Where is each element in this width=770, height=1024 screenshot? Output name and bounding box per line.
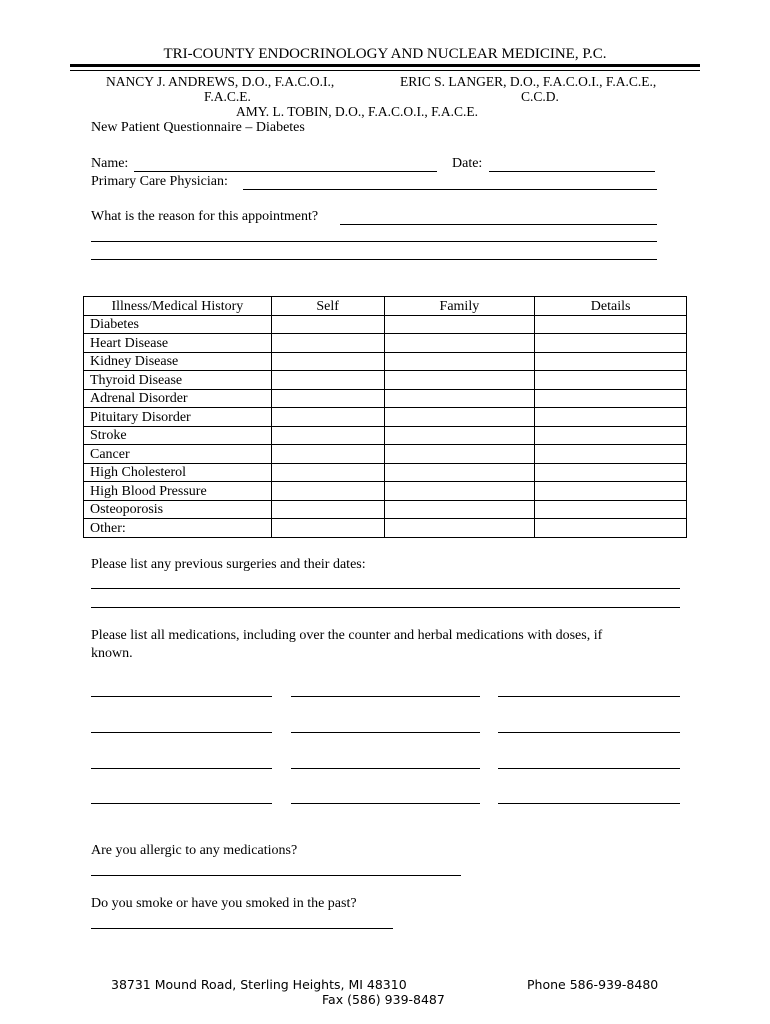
family-cell[interactable]	[384, 371, 535, 390]
header-rule-thin	[70, 70, 700, 71]
table-header-row	[84, 297, 687, 316]
details-cell[interactable]	[535, 315, 687, 334]
name-field[interactable]	[134, 171, 437, 172]
reason-field-line3[interactable]	[91, 259, 657, 260]
details-cell[interactable]	[535, 500, 687, 519]
medication-field[interactable]	[498, 696, 680, 697]
details-cell[interactable]	[535, 482, 687, 501]
details-cell[interactable]	[535, 334, 687, 353]
condition-label: Stroke	[84, 426, 272, 445]
date-field[interactable]	[489, 171, 655, 172]
self-cell[interactable]	[271, 482, 384, 501]
condition-label: Thyroid Disease	[84, 371, 272, 390]
medication-field[interactable]	[498, 803, 680, 804]
self-cell[interactable]	[271, 408, 384, 427]
footer-fax: Fax (586) 939-8487	[322, 992, 445, 1007]
medication-field[interactable]	[91, 696, 272, 697]
condition-label: Diabetes	[84, 315, 272, 334]
self-cell[interactable]	[271, 389, 384, 408]
details-cell[interactable]	[535, 352, 687, 371]
smoking-field[interactable]	[91, 928, 393, 929]
pcp-field[interactable]	[243, 189, 657, 190]
condition-label: Osteoporosis	[84, 500, 272, 519]
doctor-andrews-line2: F.A.C.E.	[204, 89, 251, 104]
column-header-illness: Illness/Medical History	[84, 297, 272, 316]
medication-field[interactable]	[291, 803, 480, 804]
condition-label: Other:	[84, 519, 272, 538]
family-cell[interactable]	[384, 352, 535, 371]
medication-field[interactable]	[498, 732, 680, 733]
table-row	[84, 500, 687, 519]
header-rule-thick	[70, 64, 700, 67]
surgeries-field-line2[interactable]	[91, 607, 680, 608]
column-header-family: Family	[384, 297, 535, 316]
form-title: New Patient Questionnaire – Diabetes	[91, 120, 305, 135]
condition-label: Kidney Disease	[84, 352, 272, 371]
medication-field[interactable]	[91, 768, 272, 769]
column-header-details: Details	[535, 297, 687, 316]
condition-label: Adrenal Disorder	[84, 389, 272, 408]
details-cell[interactable]	[535, 389, 687, 408]
self-cell[interactable]	[271, 519, 384, 538]
condition-label: Heart Disease	[84, 334, 272, 353]
details-cell[interactable]	[535, 408, 687, 427]
medication-field[interactable]	[291, 732, 480, 733]
condition-label: Pituitary Disorder	[84, 408, 272, 427]
family-cell[interactable]	[384, 445, 535, 464]
doctor-langer-line1: ERIC S. LANGER, D.O., F.A.C.O.I., F.A.C.E.,	[400, 74, 657, 89]
name-label: Name:	[91, 156, 129, 171]
details-cell[interactable]	[535, 426, 687, 445]
self-cell[interactable]	[271, 352, 384, 371]
medications-label-line1: Please list all medications, including over the counter and herbal medications with doses, if	[91, 628, 603, 643]
date-label: Date:	[452, 156, 483, 171]
self-cell[interactable]	[271, 445, 384, 464]
family-cell[interactable]	[384, 389, 535, 408]
condition-label: High Cholesterol	[84, 463, 272, 482]
self-cell[interactable]	[271, 463, 384, 482]
pcp-label: Primary Care Physician:	[91, 174, 228, 189]
reason-field-line2[interactable]	[91, 241, 657, 242]
self-cell[interactable]	[271, 426, 384, 445]
medication-field[interactable]	[498, 768, 680, 769]
details-cell[interactable]	[535, 519, 687, 538]
table-row	[84, 445, 687, 464]
family-cell[interactable]	[384, 408, 535, 427]
family-cell[interactable]	[384, 315, 535, 334]
allergies-field[interactable]	[91, 875, 461, 876]
practice-name: TRI-COUNTY ENDOCRINOLOGY AND NUCLEAR MEDICINE, P.C.	[163, 46, 607, 62]
allergies-label: Are you allergic to any medications?	[91, 843, 298, 858]
footer-address: 38731 Mound Road, Sterling Heights, MI 48310	[111, 977, 407, 992]
table-row	[84, 426, 687, 445]
family-cell[interactable]	[384, 482, 535, 501]
medications-label-line2: known.	[91, 646, 133, 661]
doctor-andrews-line1: NANCY J. ANDREWS, D.O., F.A.C.O.I.,	[106, 74, 335, 89]
reason-label: What is the reason for this appointment?	[91, 209, 319, 224]
table-row	[84, 389, 687, 408]
self-cell[interactable]	[271, 334, 384, 353]
condition-label: Cancer	[84, 445, 272, 464]
table-row	[84, 371, 687, 390]
family-cell[interactable]	[384, 334, 535, 353]
family-cell[interactable]	[384, 426, 535, 445]
table-row	[84, 408, 687, 427]
self-cell[interactable]	[271, 315, 384, 334]
column-header-self: Self	[271, 297, 384, 316]
table-row	[84, 463, 687, 482]
surgeries-label: Please list any previous surgeries and their dates:	[91, 557, 366, 572]
table-row	[84, 482, 687, 501]
reason-field-line1[interactable]	[340, 224, 657, 225]
table-row	[84, 334, 687, 353]
medication-field[interactable]	[91, 803, 272, 804]
medication-field[interactable]	[91, 732, 272, 733]
medication-field[interactable]	[291, 696, 480, 697]
doctor-langer-line2: C.C.D.	[521, 89, 559, 104]
table-row	[84, 519, 687, 538]
medical-history-table	[83, 296, 687, 538]
self-cell[interactable]	[271, 371, 384, 390]
family-cell[interactable]	[384, 519, 535, 538]
family-cell[interactable]	[384, 500, 535, 519]
details-cell[interactable]	[535, 371, 687, 390]
medication-field[interactable]	[291, 768, 480, 769]
details-cell[interactable]	[535, 463, 687, 482]
smoking-label: Do you smoke or have you smoked in the past?	[91, 896, 357, 911]
condition-label: High Blood Pressure	[84, 482, 272, 501]
table-row	[84, 315, 687, 334]
self-cell[interactable]	[271, 500, 384, 519]
doctor-tobin: AMY. L. TOBIN, D.O., F.A.C.O.I., F.A.C.E.	[236, 104, 478, 119]
table-row	[84, 352, 687, 371]
surgeries-field-line1[interactable]	[91, 588, 680, 589]
details-cell[interactable]	[535, 445, 687, 464]
footer-phone: Phone 586-939-8480	[527, 977, 659, 992]
family-cell[interactable]	[384, 463, 535, 482]
